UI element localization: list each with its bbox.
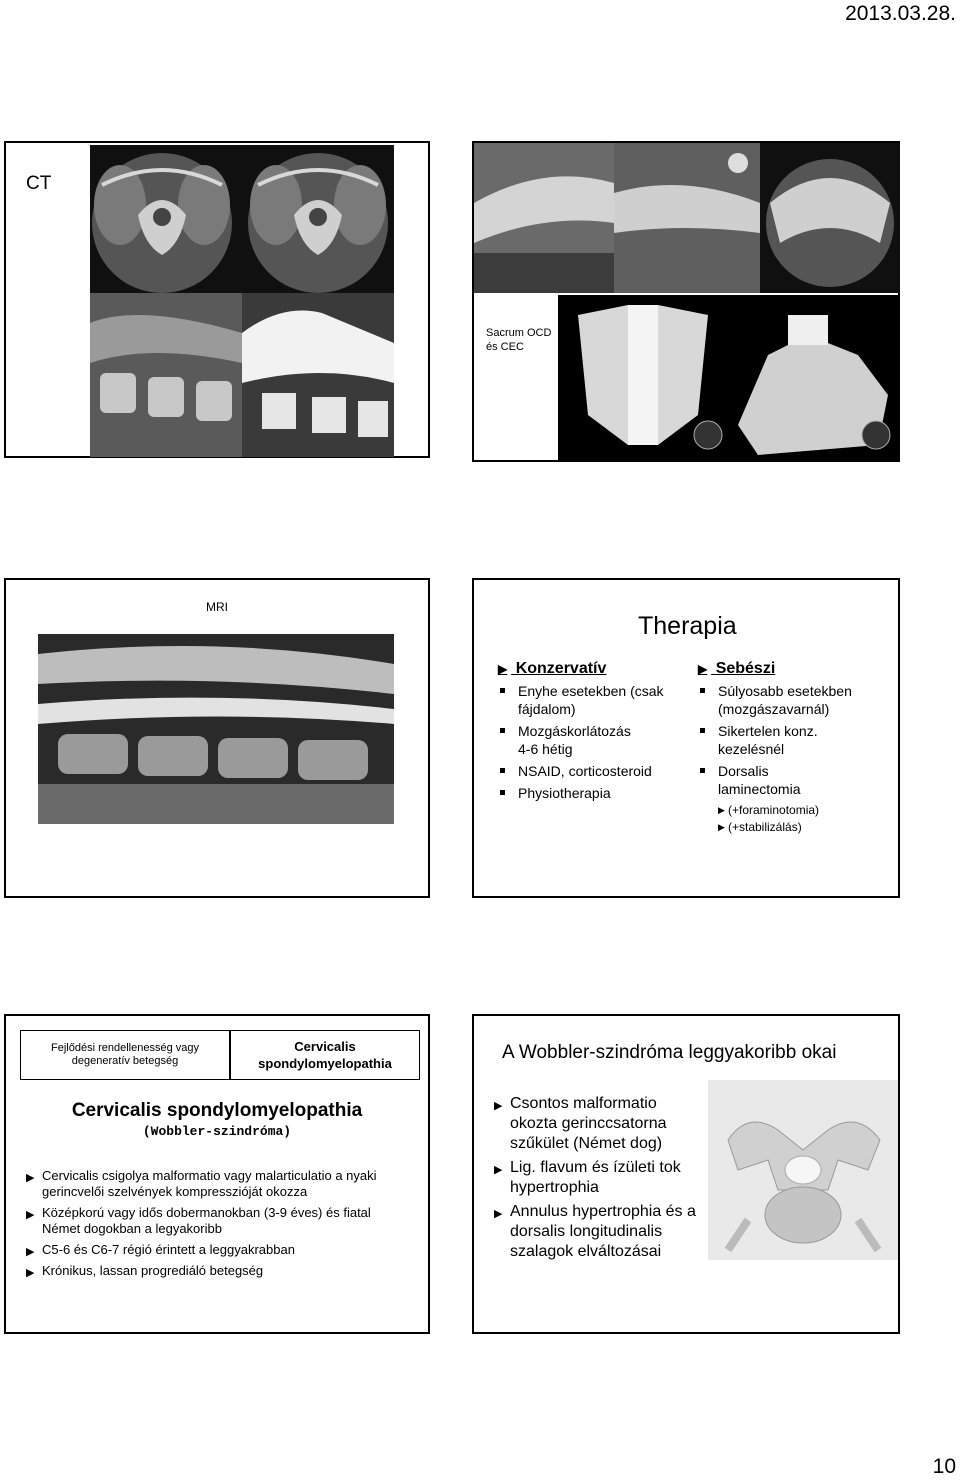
header-box-right [230, 1030, 420, 1080]
slide-title: A Wobbler-szindróma leggyakoribb okai [502, 1042, 837, 1063]
list-item: Sikertelen konz. kezelésnél [698, 722, 838, 758]
slide-sacrum [472, 141, 900, 462]
ct-axial-image-1 [90, 145, 242, 293]
mri-cervical-image [38, 634, 394, 824]
box-left-text: Fejlődési rendellenesség vagy degeneratív betegség [51, 1042, 199, 1067]
page-number: 10 [932, 1455, 956, 1478]
slide-wobbler-intro [4, 1014, 430, 1334]
conservative-column [498, 660, 678, 802]
list-item: ▶ Lig. flavum és ízületi tok hypertrophia [494, 1158, 710, 1198]
slide-caption: Sacrum OCD és CEC [486, 327, 552, 353]
list-item: Enyhe esetekben (csak fájdalom) [498, 682, 668, 718]
list-item: NSAID, corticosteroid [498, 762, 688, 780]
page-date: 2013.03.28. [845, 2, 956, 25]
sub-list-item: ▶ (+foraminotomia) [718, 802, 888, 819]
vertebra-photo [708, 1080, 898, 1260]
ct-pelvis-axial-image [760, 143, 900, 293]
list-item: ▶ Annulus hypertrophia és a dorsalis longitudinalis szalagok elváltozásai [494, 1202, 720, 1262]
slide-title: Therapia [638, 612, 737, 640]
surgical-column [698, 660, 888, 836]
slide-subtitle: (Wobbler-szindróma) [142, 1124, 292, 1139]
ct-spine-lateral-image [474, 143, 614, 293]
sub-list-item: ▶ (+stabilizálás) [718, 819, 888, 836]
causes-list [494, 1094, 714, 1262]
list-item: Súlyosabb esetekben (mozgászavarnál) [698, 682, 888, 718]
slide-title: Cervicalis spondylomyelopathia [71, 1100, 363, 1121]
3d-reconstruction-lateral-image [728, 295, 900, 462]
list-item: ▶ Cervicalis csigolya malformatio vagy malarticulatio a nyaki gerincvelői szelvények kompresszióját okozza [26, 1168, 406, 1200]
box-right-text: Cervicalis spondylomyelopathia [258, 1039, 392, 1071]
header-box-left [20, 1030, 230, 1080]
ct-axial-image-2 [242, 145, 394, 293]
slide-ct [4, 141, 430, 458]
list-item: ▶ Középkorú vagy idős dobermanokban (3-9 éves) és fiatal Német dogokban a legyakoribb [26, 1205, 406, 1237]
list-item: ▶ Krónikus, lassan progrediáló betegség [26, 1263, 406, 1279]
slide-title: MRI [206, 600, 228, 614]
ct-sagittal-image-2 [242, 293, 394, 457]
wobbler-list [26, 1168, 406, 1279]
list-item: ▶ Csontos malformatio okozta gerinccsatorna szűkület (Német dog) [494, 1094, 690, 1154]
3d-reconstruction-dorsal-image [558, 295, 728, 462]
slide-therapia [472, 578, 900, 898]
list-item: Physiotherapia [498, 784, 688, 802]
list-item: Dorsalis laminectomia [698, 762, 818, 798]
list-item: Mozgáskorlátozás 4-6 hétig [498, 722, 643, 758]
list-item: ▶ C5-6 és C6-7 régió érintett a leggyakrabban [26, 1242, 406, 1258]
ct-sagittal-image-1 [90, 293, 242, 457]
slide-title: CT [26, 173, 52, 194]
surgical-heading: ▶ Sebészi [698, 660, 888, 678]
ct-spine-lateral-image-2 [614, 143, 760, 293]
slide-mri [4, 578, 430, 898]
slide-wobbler-causes [472, 1014, 900, 1334]
conservative-heading: ▶ Konzervatív [498, 660, 678, 678]
